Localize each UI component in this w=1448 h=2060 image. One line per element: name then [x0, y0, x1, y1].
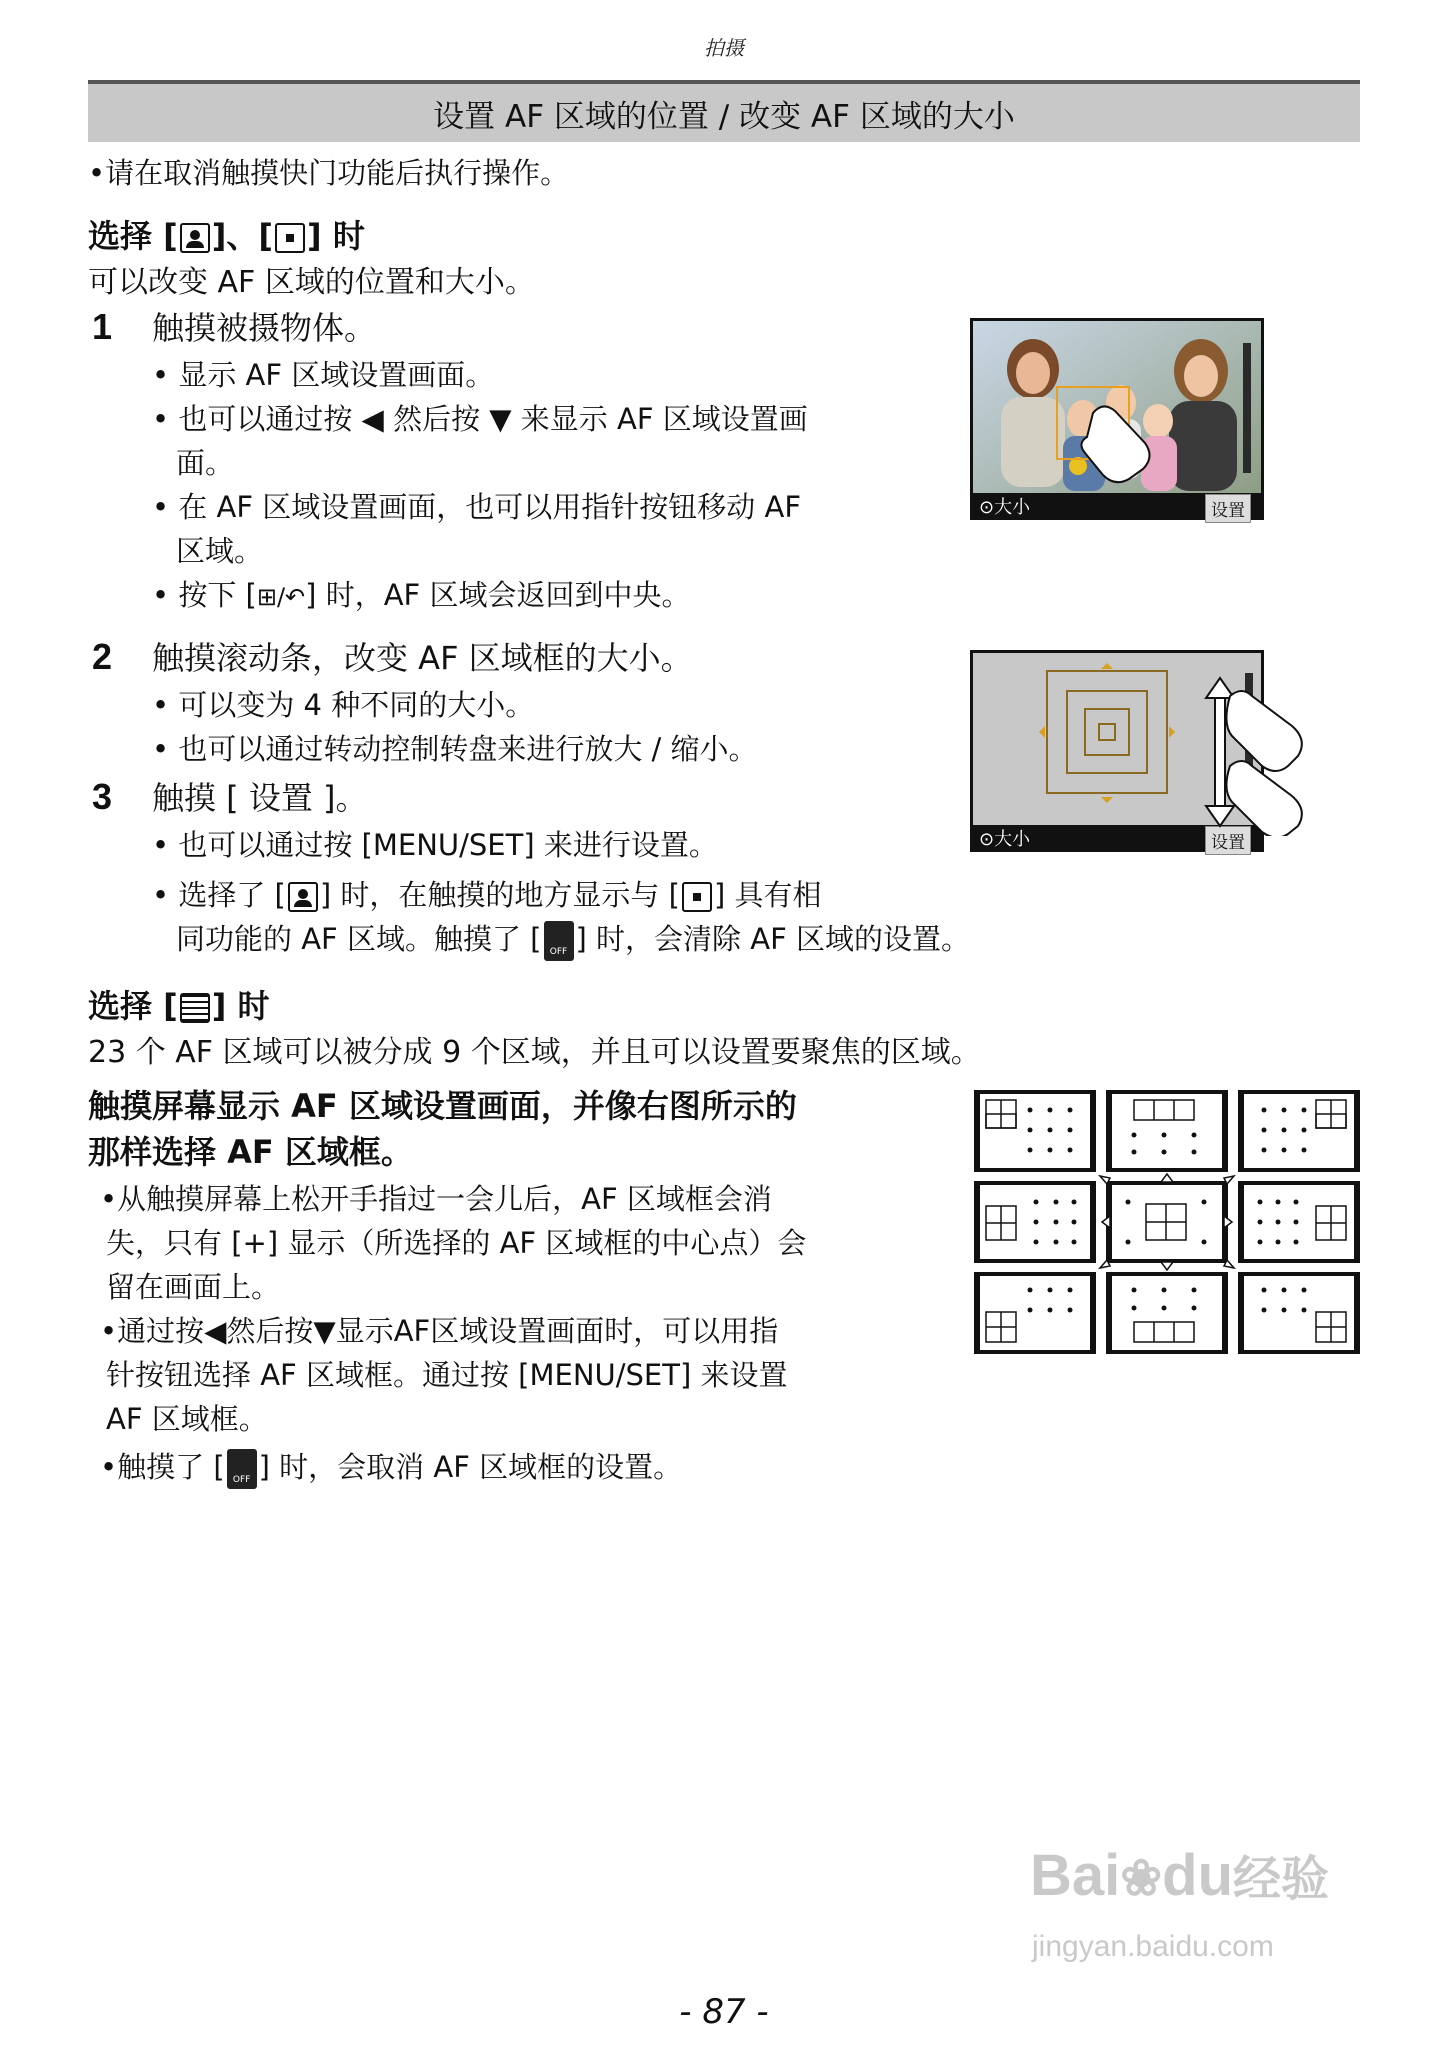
page-category: 拍摄	[704, 36, 744, 60]
hand-drag-icon	[1200, 676, 1330, 836]
subsection-2-desc: 23 个 AF 区域可以被分成 9 个区域，并且可以设置要聚焦的区域。	[88, 1035, 981, 1070]
intro-note: •请在取消触摸快门功能后执行操作。	[88, 156, 570, 190]
step-2-number: 2	[92, 636, 113, 677]
bullet-2-e: ] 时，会清除 AF 区域的设置。	[575, 922, 970, 956]
size-button[interactable]: ⊙大小	[979, 497, 1031, 518]
subsection-1-heading	[88, 214, 365, 258]
sub2-bullet-2-cont-b: AF 区域框。	[106, 1402, 268, 1436]
sub2-bullet-1-cont-a: 失，只有 [+] 显示（所选择的 AF 区域框的中心点）会	[106, 1226, 807, 1260]
bullet-4-a: • 按下 [	[152, 578, 257, 612]
step-1-bullet-2-cont: 面。	[176, 446, 235, 480]
watermark-brand: Bai	[1030, 1843, 1121, 1908]
sub2-bullet-2-cont-a: 针按钮选择 AF 区域框。通过按 [MENU/SET] 来设置	[106, 1358, 788, 1392]
single-area-icon	[275, 223, 305, 253]
af-setting-screen-photo	[970, 318, 1264, 520]
watermark-logo	[1030, 1840, 1329, 1909]
subsection-2-heading	[88, 984, 270, 1028]
touch-af-off-icon: OFF	[544, 921, 574, 961]
heading-prefix: 选择 [	[88, 987, 178, 1025]
size-button[interactable]: ⊙大小	[979, 829, 1031, 850]
subsection-2-instruction-1: 触摸屏幕显示 AF 区域设置画面，并像右图所示的	[88, 1087, 797, 1125]
step-3-text: 触摸 [ 设置 ]。	[152, 779, 368, 817]
step-3-number: 3	[92, 776, 113, 817]
step-1-bullet-1: • 显示 AF 区域设置画面。	[152, 358, 495, 392]
step-2-bullet-1: • 可以变为 4 种不同的大小。	[152, 688, 535, 722]
nine-zone-grid	[974, 1090, 1360, 1354]
face-detect-icon	[180, 223, 210, 253]
step-1-text: 触摸被摄物体。	[152, 309, 377, 347]
section-title-text: 设置 AF 区域的位置 / 改变 AF 区域的大小	[433, 98, 1015, 135]
bullet-2-a: • 选择了 [	[152, 878, 286, 912]
step-3-bullet-2-cont	[176, 918, 970, 961]
bullet-3-a: •触摸了 [	[100, 1450, 225, 1484]
step-3-bullet-2	[152, 874, 821, 917]
subsection-1-desc: 可以改变 AF 区域的位置和大小。	[88, 265, 535, 300]
step-2-text: 触摸滚动条，改变 AF 区域框的大小。	[152, 639, 693, 677]
step-1-bullet-3: • 在 AF 区域设置画面，也可以用指针按钮移动 AF	[152, 490, 802, 524]
step-1-bullet-2: • 也可以通过按 ◀ 然后按 ▼ 来显示 AF 区域设置画	[152, 402, 808, 436]
family-photo-illustration	[973, 321, 1261, 517]
step-2-bullet-2: • 也可以通过转动控制转盘来进行放大 / 缩小。	[152, 732, 758, 766]
trash-back-icon: ⊞/↶	[256, 583, 306, 611]
watermark-cn: 经验	[1233, 1853, 1330, 1906]
sub2-bullet-1-cont-b: 留在画面上。	[106, 1270, 281, 1304]
step-1-bullet-4	[152, 574, 690, 619]
paw-icon: ❀	[1120, 1850, 1163, 1906]
set-button[interactable]: 设置	[1205, 826, 1251, 855]
watermark-url: jingyan.baidu.com	[1032, 1930, 1274, 1963]
multi-area-icon	[180, 993, 210, 1023]
page-number: - 87 -	[679, 1992, 769, 2032]
face-detect-icon	[288, 882, 318, 912]
set-button[interactable]: 设置	[1205, 494, 1251, 523]
bullet-2-d: 同功能的 AF 区域。触摸了 [	[176, 922, 542, 956]
touch-af-off-icon: OFF	[227, 1449, 257, 1489]
step-1-number: 1	[92, 306, 113, 347]
sub2-bullet-2: •通过按◀然后按▼显示AF区域设置画面时，可以用指	[100, 1314, 779, 1348]
af-area-grid-illustration	[974, 1090, 1360, 1354]
bullet-4-b: ] 时，AF 区域会返回到中央。	[305, 578, 691, 612]
size-label: 大小	[994, 829, 1031, 850]
heading-suffix: ] 时	[307, 217, 365, 255]
heading-prefix: 选择 [	[88, 217, 178, 255]
subsection-2-instruction-2: 那样选择 AF 区域框。	[88, 1133, 413, 1171]
bullet-2-b: ] 时，在触摸的地方显示与 [	[319, 878, 680, 912]
bullet-2-c: ] 具有相	[713, 878, 822, 912]
bullet-3-b: ] 时，会取消 AF 区域框的设置。	[258, 1450, 683, 1484]
sub2-bullet-3	[100, 1446, 682, 1489]
step-3-bullet-1: • 也可以通过按 [MENU/SET] 来进行设置。	[152, 828, 718, 862]
heading-suffix: ] 时	[211, 987, 270, 1025]
size-label: 大小	[994, 497, 1031, 518]
watermark-brand-2: du	[1162, 1843, 1234, 1908]
sub2-bullet-1: •从触摸屏幕上松开手指过一会儿后，AF 区域框会消	[100, 1182, 772, 1216]
heading-mid: ]、[	[211, 217, 274, 255]
step-1-bullet-3-cont: 区域。	[176, 534, 264, 568]
single-area-icon	[682, 882, 712, 912]
section-title	[88, 80, 1360, 142]
